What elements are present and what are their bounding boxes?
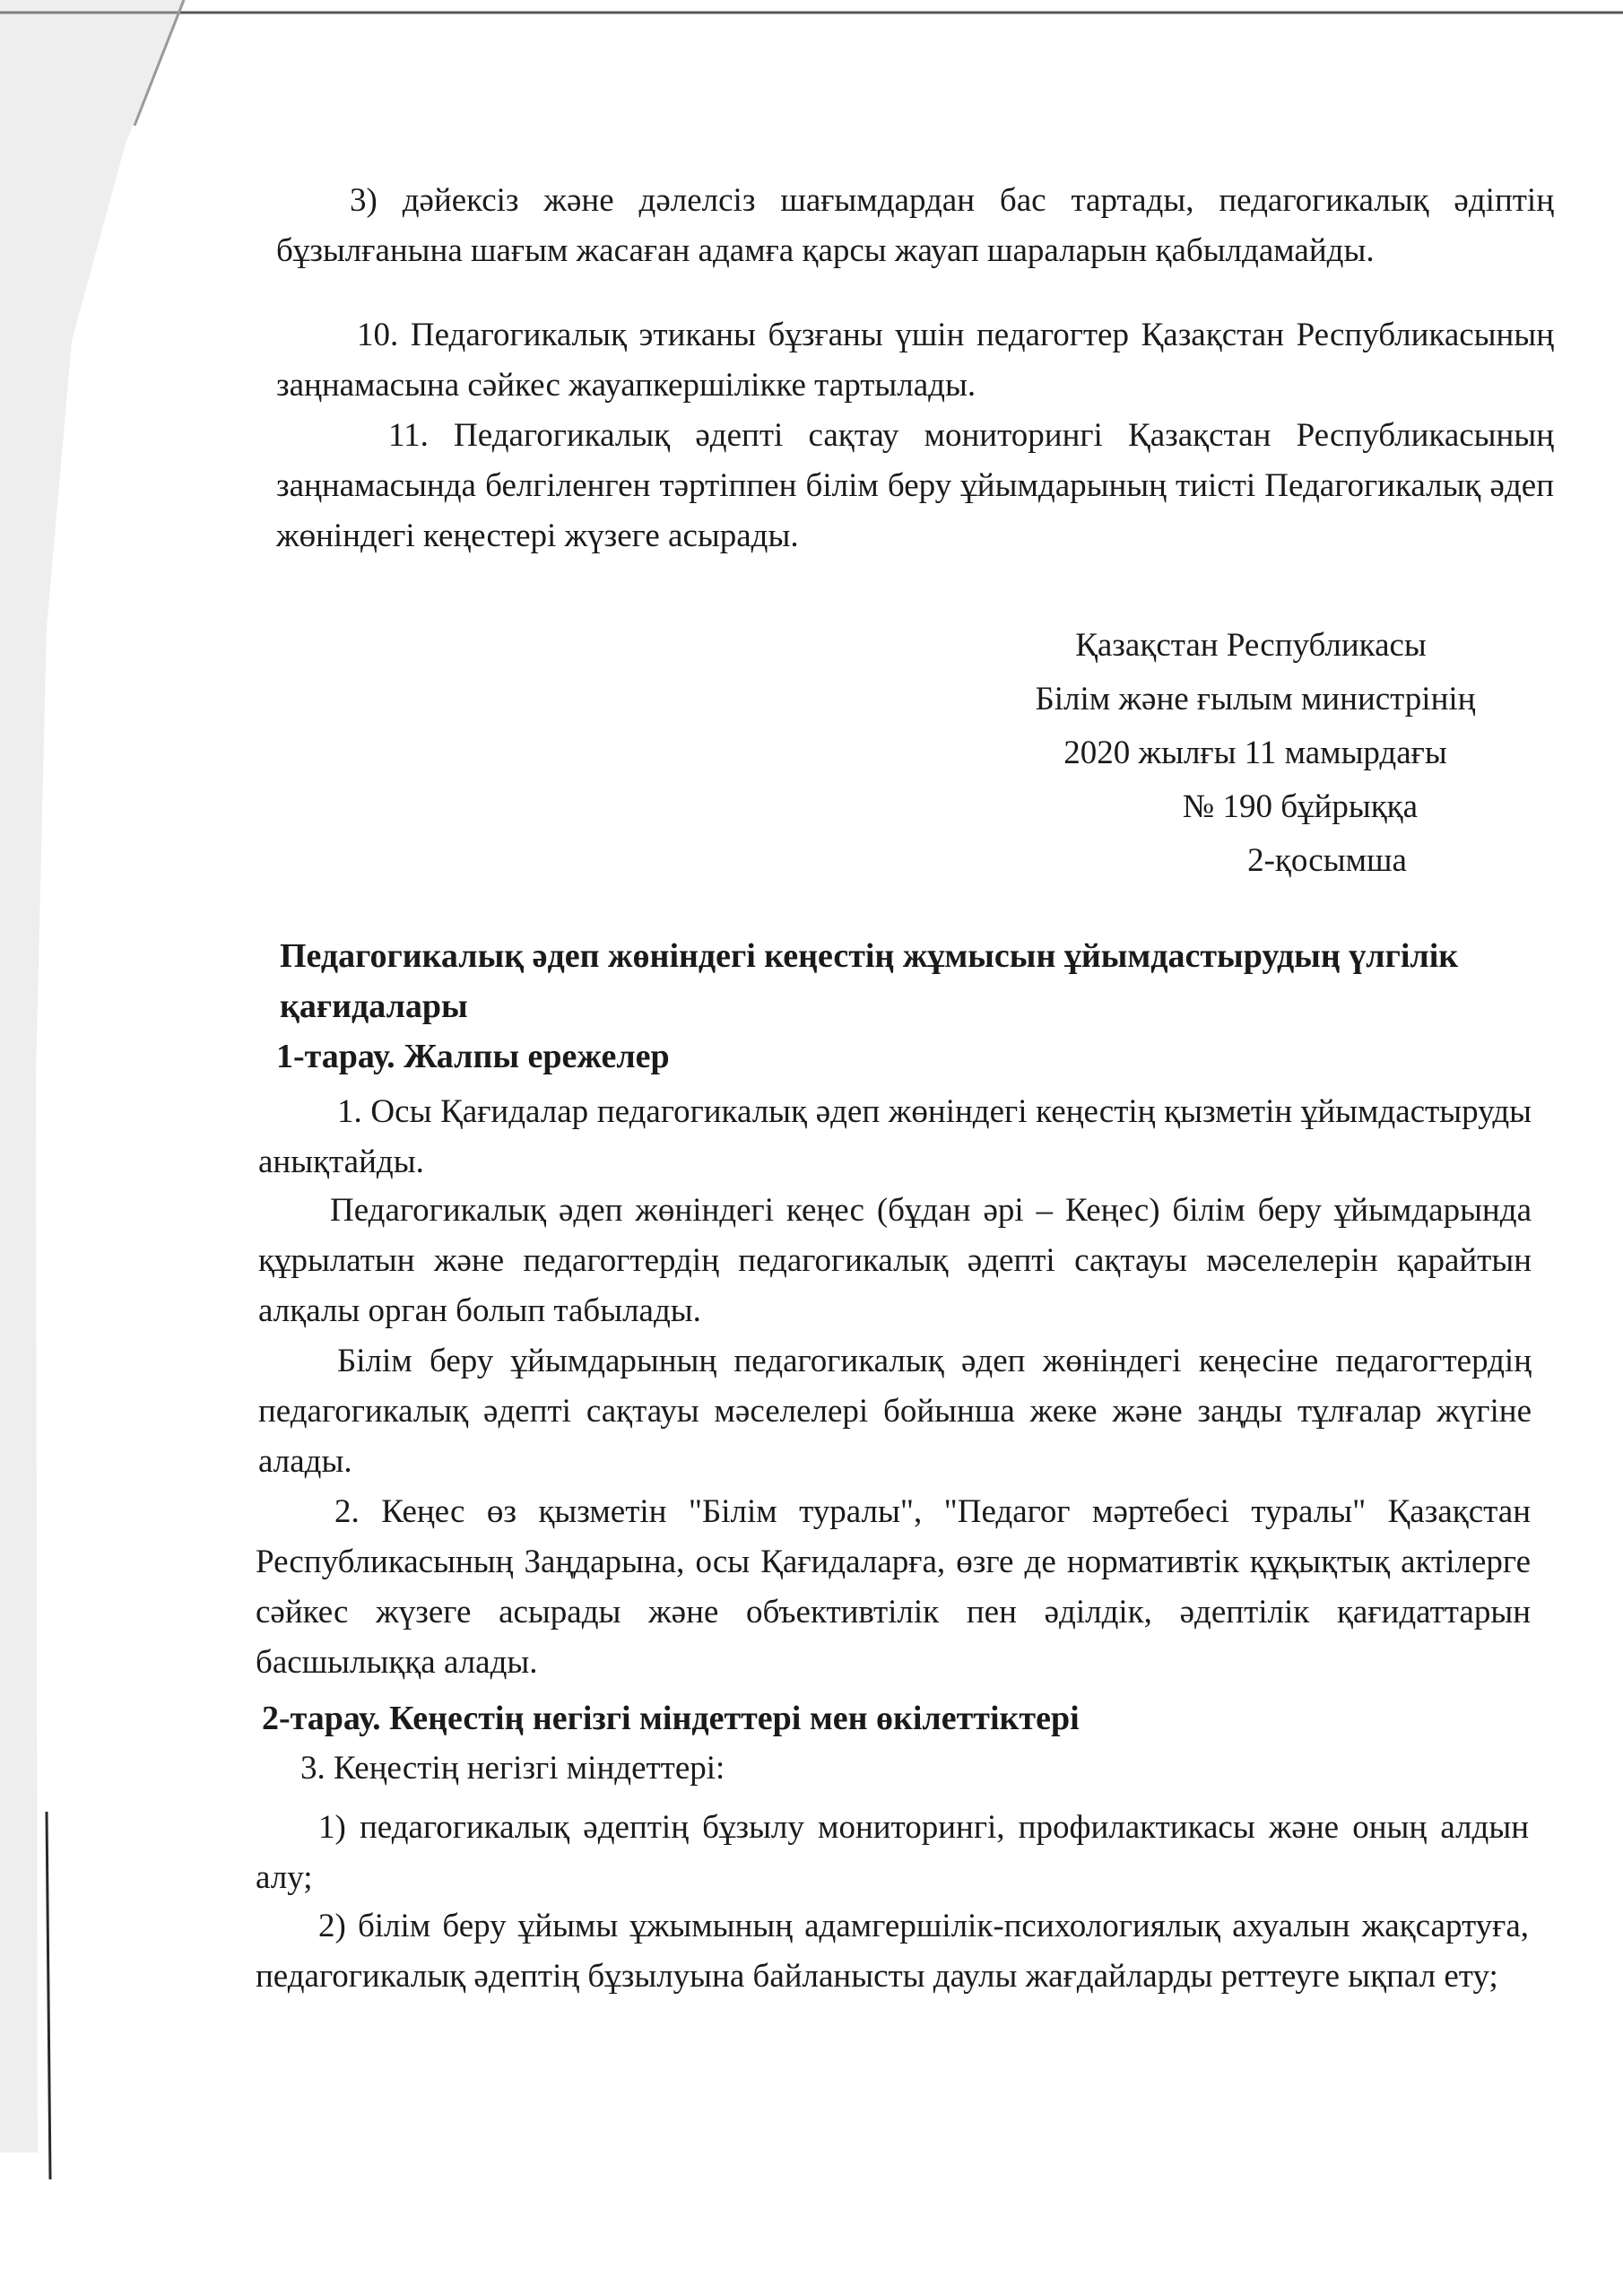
paragraph-text: 10. Педагогикалық этиканы бұзғаны үшін педагогтер Қазақстан Республикасының заңнамасына сәйкес жауапкершілікке тартылады.: [276, 317, 1554, 404]
chapter1-paragraph-4: [256, 1487, 1531, 1688]
chapter2-item-1: [256, 1803, 1529, 1903]
annex-line: Қазақстан Республикасы: [1075, 627, 1427, 664]
paragraph-11: [276, 411, 1554, 561]
chapter-1-heading: 1-тарау. Жалпы ережелер: [276, 1038, 670, 1075]
paragraph-text: 1. Осы Қағидалар педагогикалық әдеп жөніндегі кеңестің қызметін ұйымдастыруды анықтайды.: [258, 1093, 1532, 1180]
paragraph-item-3: [276, 176, 1554, 276]
paragraph-text: 2) білім беру ұйымы ұжымының адамгершілік-психологиялық ахуалын жақсартуға, педагогикалық әдептің бұзылуына байланысты даулы жағдайларды реттеуге ықпал ету;: [256, 1908, 1529, 1995]
chapter-2-heading: 2-тарау. Кеңестің негізгі міндеттері мен өкілеттіктері: [262, 1700, 1080, 1737]
paragraph-text: 1) педагогикалық әдептің бұзылу мониторингі, профилактикасы және оның алдын алу;: [256, 1809, 1529, 1896]
annex-line: 2020 жылғы 11 мамырдағы: [1063, 735, 1447, 771]
paragraph-text: Білім беру ұйымдарының педагогикалық әдеп жөніндегі кеңесіне педагогтердің педагогикалық әдепті сақтауы мәселелері бойынша жеке және заңды тұлғалар жүгіне алады.: [258, 1343, 1532, 1480]
paragraph-text: 3) дәйексіз және дәлелсіз шағымдардан бас тартады, педагогикалық әдіптің бұзылғанына шағым жасаған адамға қарсы жауап шараларын қабылдамайды.: [276, 182, 1554, 269]
paragraph-text: 2. Кеңес өз қызметін "Білім туралы", "Педагог мәртебесі туралы" Қазақстан Республикасының Заңдарына, осы Қағидаларға, өзге де нормативтік құқықтық актілерге сәйкес жүзеге асырады және объективтілік пен әділдік, әдептілік қағидаттарын басшылыққа алады.: [256, 1493, 1531, 1681]
chapter2-item-2: [256, 1901, 1529, 2002]
paragraph-text: 11. Педагогикалық әдепті сақтау мониторингі Қазақстан Республикасының заңнамасында белгіленген тәртіппен білім беру ұйымдарының тиісті Педагогикалық әдеп жөніндегі кеңестері жүзеге асырады.: [276, 417, 1554, 554]
chapter1-paragraph-1: [258, 1087, 1532, 1187]
document-title: Педагогикалық әдеп жөніндегі кеңестің жұмысын ұйымдастырудың үлгілік қағидалары: [280, 937, 1459, 1025]
chapter1-paragraph-3: [258, 1336, 1532, 1487]
annex-line: № 190 бұйрыққа: [1182, 788, 1419, 825]
chapter2-paragraph-3: [256, 1744, 1529, 1794]
annex-line: 2-қосымша: [1247, 842, 1407, 879]
paragraph-10: [276, 310, 1554, 411]
paragraph-text: Педагогикалық әдеп жөніндегі кеңес (бұдан әрі – Кеңес) білім беру ұйымдарында құрылатын және педагогтердің педагогикалық әдепті сақтауы мәселелерін қарайтын алқалы орган болып табылады.: [258, 1192, 1532, 1329]
paragraph-text: 3. Кеңестің негізгі міндеттері:: [300, 1750, 725, 1787]
annex-signature-block: [1004, 619, 1506, 888]
annex-line: Білім және ғылым министрінің: [1035, 681, 1476, 718]
chapter1-paragraph-2: [258, 1186, 1532, 1336]
